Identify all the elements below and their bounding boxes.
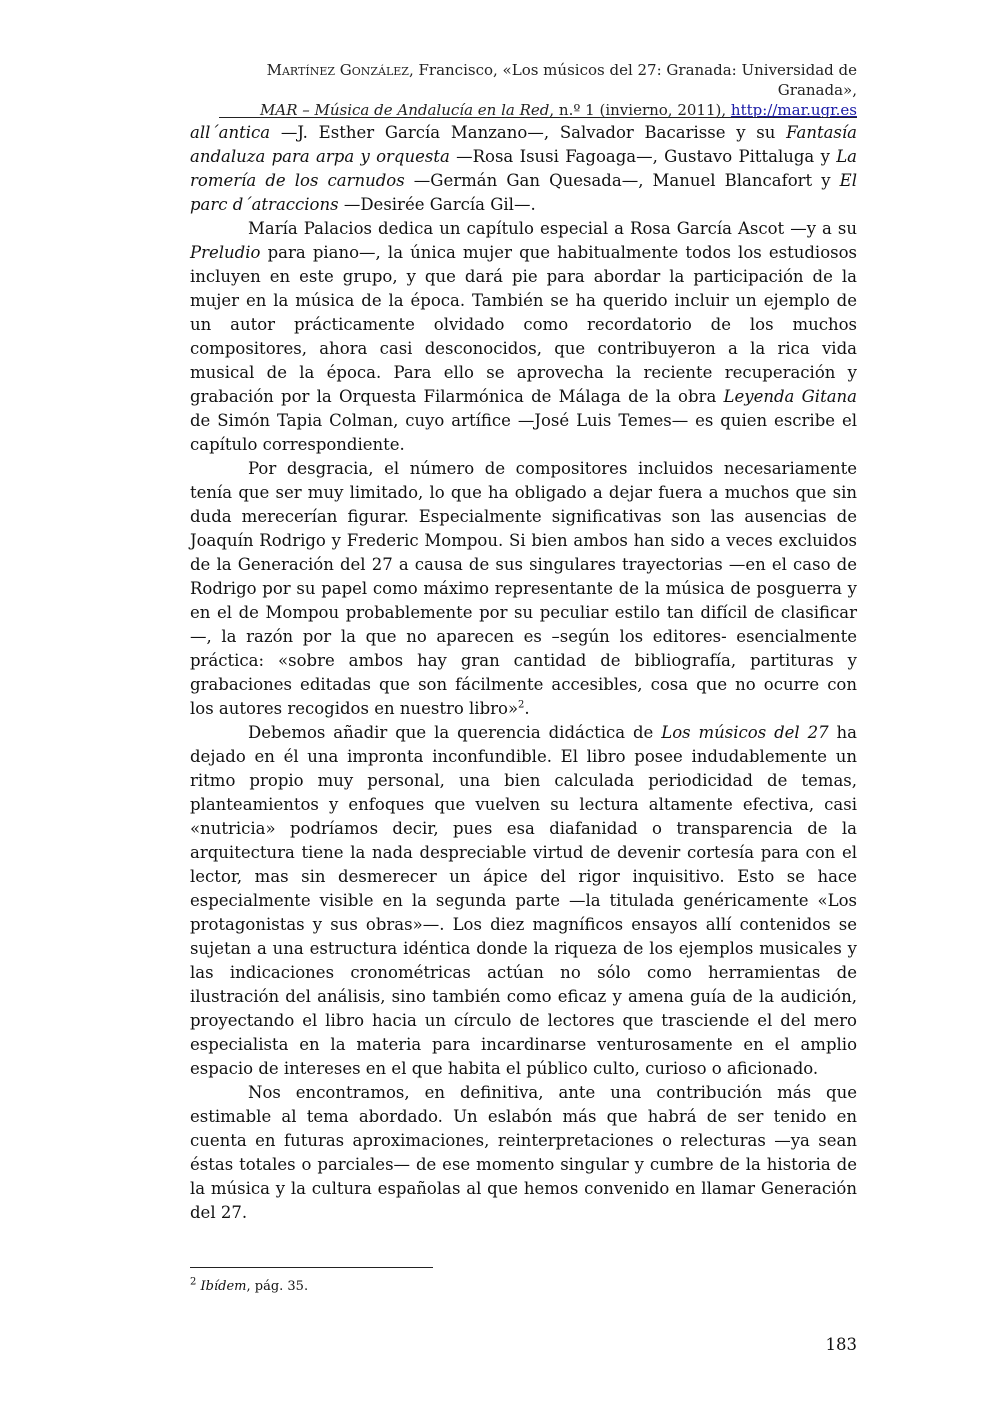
paragraph-2: [190, 217, 857, 457]
text-run: —Germán Gan Quesada—, Manuel Blancafort y: [404, 171, 840, 190]
footnote-number: 2: [190, 1276, 197, 1288]
page-number: 183: [825, 1335, 857, 1354]
text-run: —J. Esther García Manzano—, Salvador Bacarisse y su: [270, 123, 787, 142]
work-title: all´antica: [190, 123, 271, 142]
text-run: —Desirée García Gil—.: [338, 195, 536, 214]
journal-link[interactable]: http://mar.ugr.es: [730, 101, 857, 119]
issue-info: , n.º 1 (invierno, 2011),: [549, 101, 731, 119]
work-title: Leyenda Gitana: [723, 387, 857, 406]
text-run: Nos encontramos, en definitiva, ante una contribución más que estimable al tema abordado. Un eslabón más que habrá de ser tenido en cuenta en futuras aproximaciones, reinterpretaciones o relecturas —ya sean éstas totales o parciales— de ese momento singular y cumbre de la historia de la música y la cultura españolas al que hemos convenido en llamar Generación del 27.: [190, 1083, 857, 1222]
text-run: —Rosa Isusi Fagoaga—, Gustavo Pittaluga y: [449, 147, 837, 166]
footnote-text: , pág. 35.: [246, 1279, 309, 1294]
paragraph-5: [190, 1081, 857, 1225]
article-body: [190, 121, 857, 1225]
text-run: para piano—, la única mujer que habitualmente todos los estudiosos incluyen en este grupo, y que dará pie para abordar la participación de la mujer en la música de la época. También se ha querido incluir un ejemplo de un autor prácticamente olvidado como recordatorio de los muchos compositores, ahora casi desconocidos, que contribuyeron a la rica vida musical de la época. Para ello se aprovecha la reciente recuperación y grabación por la Orquesta Filarmónica de Málaga de la obra: [190, 243, 857, 406]
journal-title: MAR – Música de Andalucía en la Red: [260, 101, 550, 119]
citation-text: , Francisco, «Los músicos del 27: Granada: Universidad de Granada»,: [408, 61, 857, 99]
text-run: de Simón Tapia Colman, cuyo artífice —José Luis Temes— es quien escribe el capítulo correspondiente.: [190, 411, 857, 454]
footnote-reference[interactable]: 2: [518, 699, 525, 711]
text-run: Por desgracia, el número de compositores incluidos necesariamente tenía que ser muy limitado, lo que ha obligado a dejar fuera a muchos que sin duda merecerían figurar. Especialmente significativas son las ausencias de Joaquín Rodrigo y Frederic Mompou. Si bien ambos han sido a veces excluidos de la Generación del 27 a causa de sus singulares trayectorias —en el caso de Rodrigo por su papel como máximo representante de la música de posguerra y en el de Mompou probablemente por su peculiar estilo tan difícil de clasificar—, la razón por la que no aparecen es –según los editores- esencialmente práctica: «sobre ambos hay gran cantidad de bibliografía, partituras y grabaciones editadas que son fácilmente accesibles, cosa que no ocurre con los autores recogidos en nuestro libro»: [190, 459, 857, 718]
paragraph-4: [190, 721, 857, 1081]
work-title: La romería de los carnudos: [190, 147, 857, 190]
author-surname: Martínez González: [266, 61, 409, 79]
citation-line-1: [190, 60, 857, 100]
book-title: Los músicos del 27: [661, 723, 829, 742]
work-title: Preludio: [190, 243, 261, 262]
text-run: .: [524, 699, 530, 718]
work-title: El parc d´atraccions: [190, 171, 857, 214]
work-title: Fantasía andaluza para arpa y orquesta: [190, 123, 857, 166]
paragraph-3: [190, 457, 857, 721]
footnote: [190, 1278, 857, 1296]
text-run: ha dejado en él una impronta inconfundible. El libro posee indudablemente un ritmo propio muy personal, una bien calculada periodicidad de temas, planteamientos y enfoques que vuelven su lectura altamente efectiva, casi «nutricia» podríamos decir, pues esa diafanidad o transparencia de la arquitectura tiene la nada despreciable virtud de devenir cortesía para con el lector, mas sin desmerecer un ápice del rigor inquisitivo. Esto se hace especialmente visible en la segunda parte —la titulada genéricamente «Los protagonistas y sus obras»—. Los diez magníficos ensayos allí contenidos se sujetan a una estructura idéntica donde la riqueza de los ejemplos musicales y las indicaciones cronométricas actúan no sólo como herramientas de ilustración del análisis, sino también como eficaz y amena guía de la audición, proyectando el libro hacia un círculo de lectores que trasciende el del mero especialista en la materia para incardinarse venturosamente en el amplio espacio de intereses en el que habita el público culto, curioso o aficionado.: [190, 723, 857, 1078]
header-divider: [219, 117, 857, 118]
running-header: [190, 60, 857, 120]
footnote-divider: [190, 1267, 433, 1268]
footnote-source: Ibídem: [200, 1279, 247, 1294]
text-run: Debemos añadir que la querencia didáctica de: [248, 723, 662, 742]
paragraph-1: [190, 121, 857, 217]
text-run: María Palacios dedica un capítulo especial a Rosa García Ascot —y a su: [248, 219, 857, 238]
